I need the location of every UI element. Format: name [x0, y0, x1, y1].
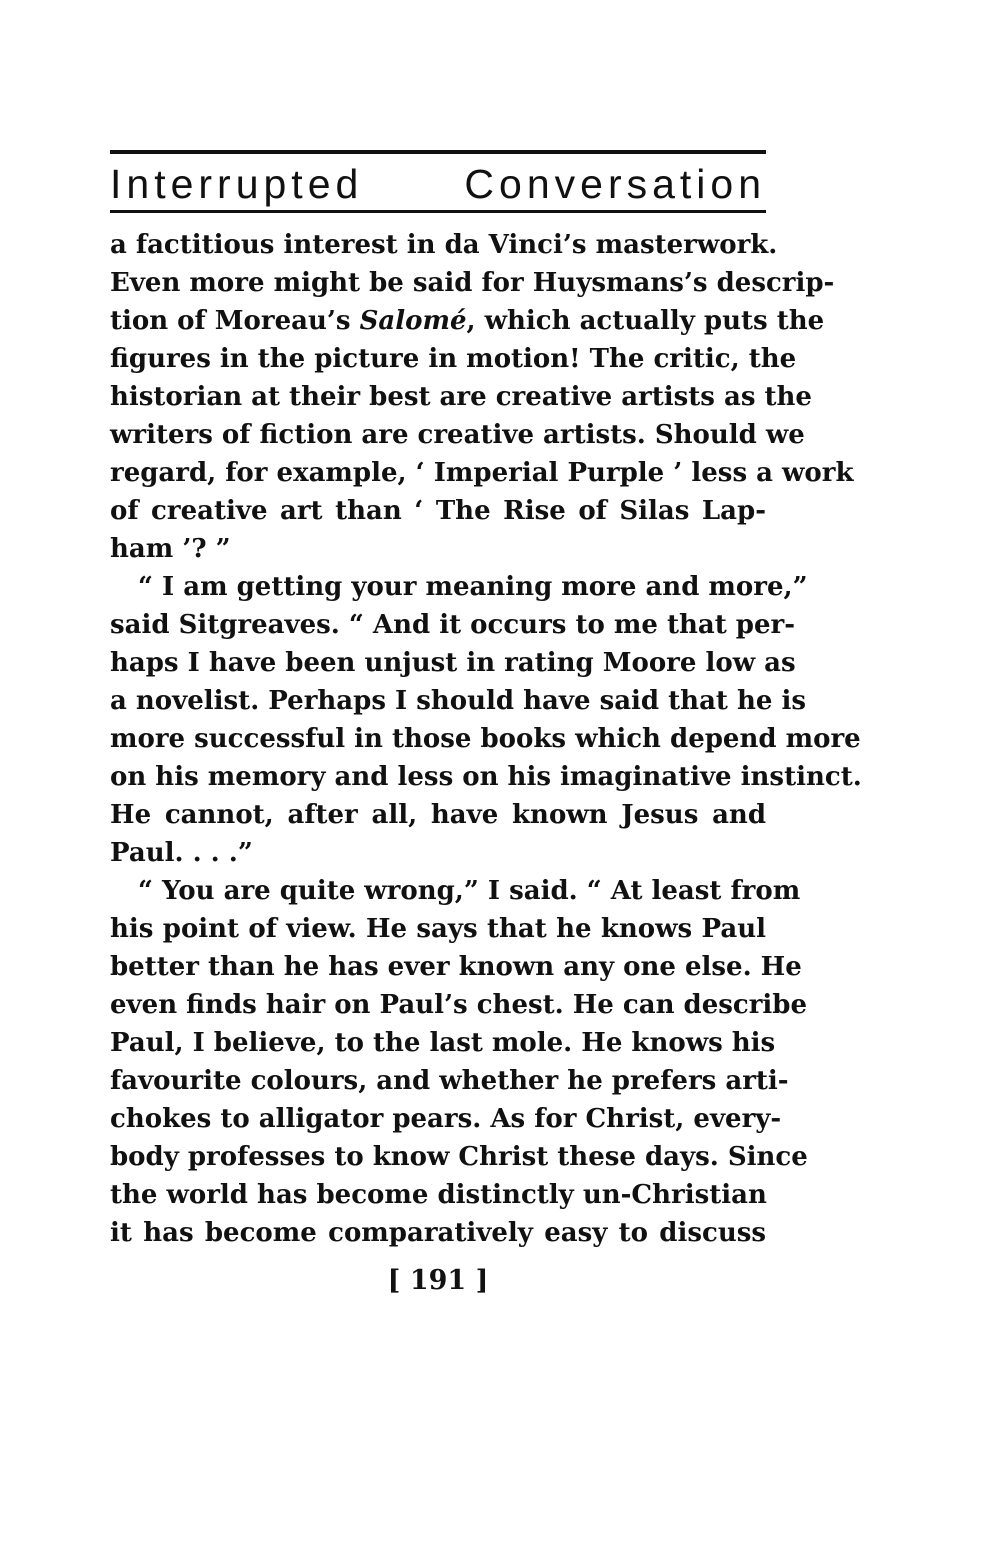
header-rule-bottom: [110, 210, 766, 213]
body-text: [110, 226, 862, 1252]
text-line: more successful in those books which depend more: [110, 724, 861, 754]
text-line: historian at their best are creative artists as the: [110, 382, 812, 412]
running-head-word-2: Conversation: [464, 161, 766, 207]
text-line: regard, for example, ‘ Imperial Purple ’ less a work: [110, 458, 854, 488]
running-head: [110, 160, 766, 208]
text-line: writers of fiction are creative artists. Should we: [110, 420, 805, 450]
text-line: “ You are quite wrong,” I said. “ At least from: [138, 876, 801, 906]
text-line: Paul, I believe, to the last mole. He knows his: [110, 1028, 776, 1058]
text-line: Even more might be said for Huysmans’s descrip-: [110, 268, 835, 298]
text-line: body professes to know Christ these days. Since: [110, 1142, 808, 1172]
text-line: “ I am getting your meaning more and more,”: [138, 572, 808, 602]
text-line: his point of view. He says that he knows Paul: [110, 914, 766, 944]
text-line: ham ’? ”: [110, 534, 231, 564]
text-line: tion of Moreau’s Salomé, which actually puts the: [110, 306, 825, 336]
text-line: said Sitgreaves. “ And it occurs to me that per-: [110, 610, 796, 640]
text-line: of creative art than ‘ The Rise of Silas Lap-: [110, 496, 766, 526]
text-line: even finds hair on Paul’s chest. He can describe: [110, 990, 808, 1020]
text-line: a factitious interest in da Vinci’s masterwork.: [110, 230, 778, 260]
text-line: favourite colours, and whether he prefers arti-: [110, 1066, 789, 1096]
text-line: a novelist. Perhaps I should have said that he is: [110, 686, 806, 716]
text-line: haps I have been unjust in rating Moore low as: [110, 648, 796, 678]
page-number: [ 191 ]: [387, 1265, 489, 1296]
text-line: Paul. . . .”: [110, 838, 253, 868]
text-line: the world has become distinctly un-Christian: [110, 1180, 767, 1210]
text-line: it has become comparatively easy to discuss: [110, 1218, 766, 1248]
text-line: better than he has ever known any one else. He: [110, 952, 802, 982]
text-line: He cannot, after all, have known Jesus and: [110, 800, 766, 830]
text-line: on his memory and less on his imaginative instinct.: [110, 762, 862, 792]
running-head-word-1: Interrupted: [110, 161, 364, 207]
text-line: figures in the picture in motion! The critic, the: [110, 344, 797, 374]
text-line: chokes to alligator pears. As for Christ, every-: [110, 1104, 782, 1134]
italic-title: Salomé: [359, 306, 467, 336]
header-rule-top: [110, 150, 766, 154]
